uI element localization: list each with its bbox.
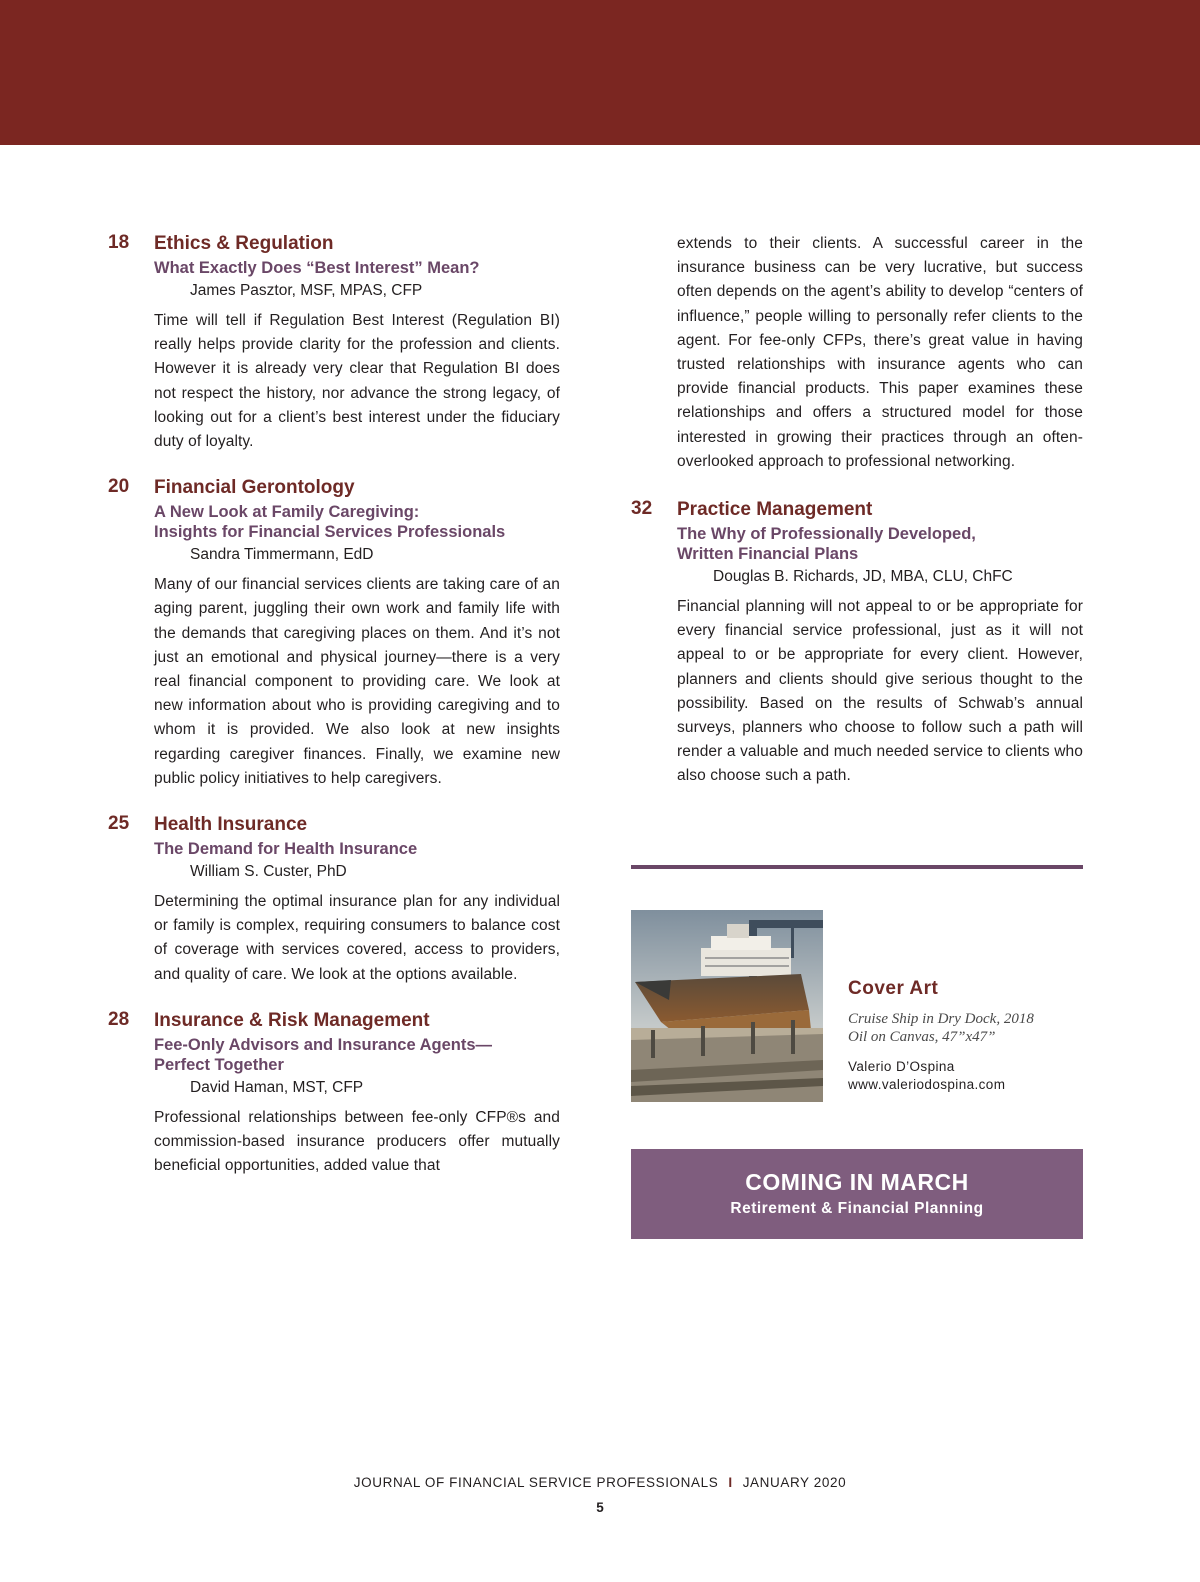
toc-entry-gerontology xyxy=(108,476,560,791)
page-number: 5 xyxy=(596,1500,604,1515)
article-abstract: Time will tell if Regulation Best Interest (Regulation BI) really helps provide clarity for the profession and clients. However it is already very clear that Regulation BI does not respect the history, nor advance the strong legacy, of looking out for a client’s best interest under the fiduciary duty of loyalty. xyxy=(154,312,560,451)
article-title-line: Fee-Only Advisors and Insurance Agents— xyxy=(154,1035,493,1054)
article-title xyxy=(154,1035,560,1075)
author-name: William S. Custer, PhD xyxy=(190,863,347,881)
article-abstract: Professional relationships between fee-only CFP®s and commission-based insurance producers offer mutually beneficial opportunities, added value that xyxy=(154,1108,560,1175)
page-number-label: 25 xyxy=(108,813,130,835)
footer-separator: I xyxy=(728,1475,733,1490)
page-footer xyxy=(0,1475,1200,1490)
article-title-line: Written Financial Plans xyxy=(677,545,859,564)
page-number-label: 32 xyxy=(631,498,653,520)
cover-art-credits xyxy=(848,978,1083,1094)
author-name: David Haman, MST, CFP xyxy=(190,1078,364,1096)
artist-website-link[interactable]: www.valeriodospina.com xyxy=(848,1077,1006,1092)
toc-entry-practice xyxy=(631,498,1083,789)
coming-subtitle: Retirement & Financial Planning xyxy=(730,1200,984,1217)
coming-title: COMING IN MARCH xyxy=(745,1169,969,1195)
article-abstract: Financial planning will not appeal to or be appropriate for every financial service professional, just as it will not appeal to or be appropriate for every client. However, planners and clients should give serious thought to the possibility. Based on the results of Schwab’s annual surveys, planners who choose to follow such a path will render a valuable and much needed service to clients who also choose such a path. xyxy=(677,598,1083,785)
left-column xyxy=(108,232,560,1178)
page-number-label: 18 xyxy=(108,232,130,253)
header-color-band xyxy=(0,0,1200,145)
coming-next-banner xyxy=(631,1149,1083,1239)
toc-entry-insurance xyxy=(108,1009,560,1179)
cover-art-caption xyxy=(848,1010,1083,1046)
toc-entry-health xyxy=(108,813,560,987)
cover-art-title: Cruise Ship in Dry Dock, 2018 xyxy=(848,1011,1034,1027)
cover-art-heading: Cover Art xyxy=(848,978,939,999)
author-name: Douglas B. Richards, JD, MBA, CLU, ChFC xyxy=(713,568,1013,586)
article-title-line: The Why of Professionally Developed, xyxy=(677,525,976,544)
journal-name: JOURNAL OF FINANCIAL SERVICE PROFESSIONALS xyxy=(353,1475,719,1490)
article-title xyxy=(154,502,560,542)
author-name: James Pasztor, MSF, MPAS, CFP xyxy=(190,282,423,299)
cover-art-medium: Oil on Canvas, 47”x47” xyxy=(848,1029,996,1045)
section-title: Ethics & Regulation xyxy=(154,233,334,254)
artist-name: Valerio D’Ospina xyxy=(848,1059,955,1074)
continued-abstract: extends to their clients. A successful career in the insurance business can be very lucrative, but success often depends on the agent’s ability to develop “centers of influence,” people willing to personally refer clients to the agent. For fee-only CFPs, there’s great value in having trusted relationships with insurance agents who can provide financial products. This paper examines these relationships and offers a structured model for those interested in growing their practices through an often-overlooked approach to professional networking. xyxy=(677,235,1083,470)
article-title-line: A New Look at Family Caregiving: xyxy=(154,503,420,522)
article-title-line: Insights for Financial Services Professionals xyxy=(154,523,506,542)
article-title-line: What Exactly Does “Best Interest” Mean? xyxy=(154,259,480,277)
article-abstract: Determining the optimal insurance plan for any individual or family is complex, requiring consumers to balance cost of coverage with services covered, access to providers, and quality of care. We look at the options available. xyxy=(154,893,560,983)
page-number-label: 20 xyxy=(108,476,130,498)
article-title xyxy=(154,839,560,859)
toc-entry-ethics xyxy=(108,232,560,454)
section-divider xyxy=(631,865,1083,869)
article-title-line: Perfect Together xyxy=(154,1055,284,1074)
section-title: Practice Management xyxy=(677,499,873,521)
section-title: Insurance & Risk Management xyxy=(154,1009,430,1031)
section-title: Financial Gerontology xyxy=(154,477,355,499)
article-title-line: The Demand for Health Insurance xyxy=(154,840,418,859)
issue-date: JANUARY 2020 xyxy=(742,1475,847,1490)
right-column xyxy=(631,232,1083,789)
article-abstract: Many of our financial services clients are taking care of an aging parent, juggling their own work and family life with the demands that caregiving places on them. And it’s not just an emotional and physical journey—there is a very real financial component to providing care. We look at new information about who is providing caregiving and to whom it is provided. We also look at new insights regarding caregiver finances. Finally, we examine new public policy initiatives to help caregivers. xyxy=(154,576,560,787)
cover-artist-info xyxy=(848,1058,1083,1094)
article-title xyxy=(154,258,560,278)
section-title: Health Insurance xyxy=(154,814,308,836)
author-name: Sandra Timmermann, EdD xyxy=(190,546,374,564)
cover-art-image xyxy=(631,910,823,1102)
page-number-label: 28 xyxy=(108,1008,130,1030)
article-title xyxy=(677,524,1083,564)
